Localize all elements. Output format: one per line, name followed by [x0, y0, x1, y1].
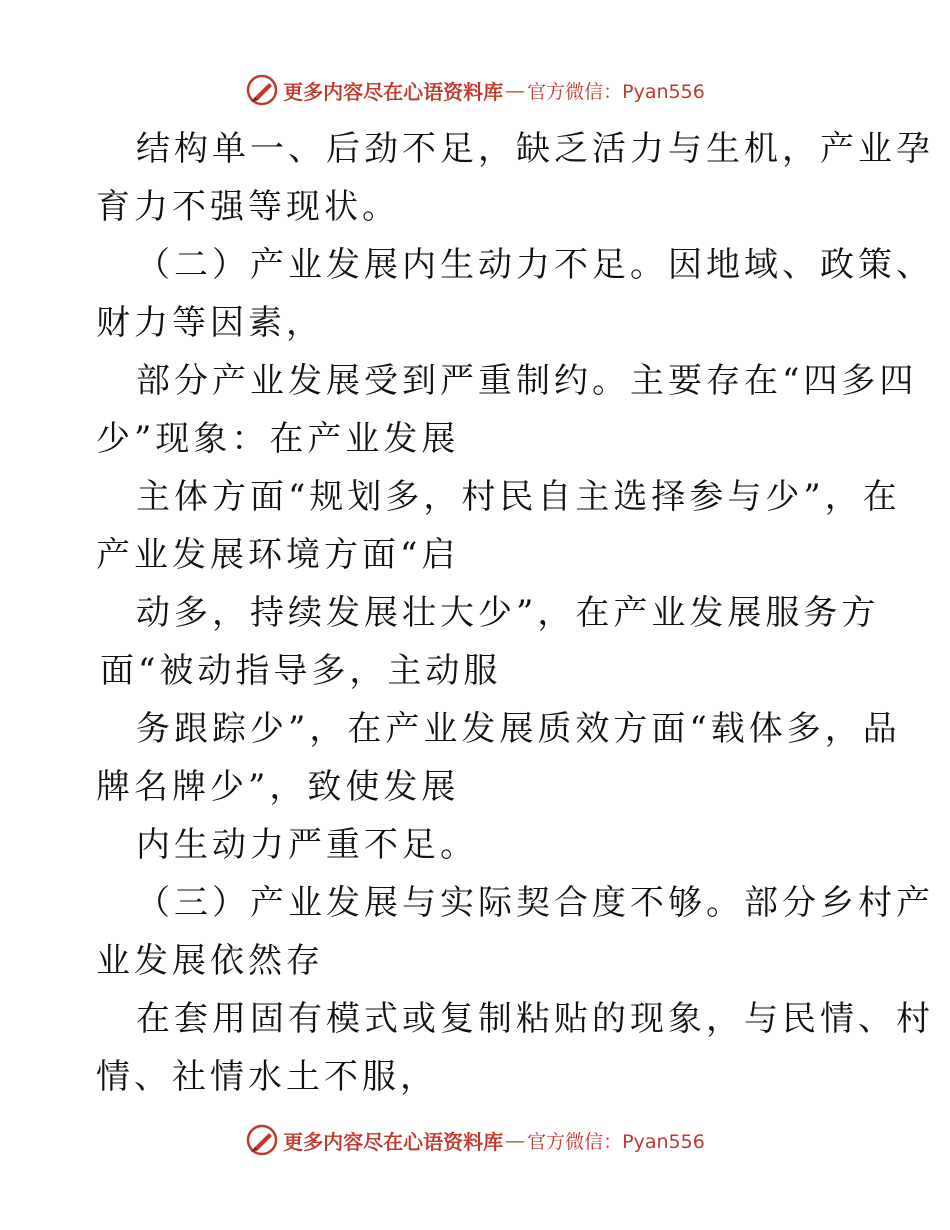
- text-line: 情、社情水土不服，: [96, 1057, 438, 1097]
- document-body: [96, 120, 934, 1106]
- footer-separator: —: [505, 1128, 526, 1152]
- text-line: 少”现象：在产业发展: [96, 419, 460, 459]
- header-site-text: 更多内容尽在心语资料库: [283, 79, 504, 104]
- footer-site-text: 更多内容尽在心语资料库: [283, 1129, 504, 1154]
- text-line: 产业发展环境方面“启: [96, 535, 460, 575]
- text-line: 部分产业发展受到严重制约。主要存在“四多四: [136, 361, 918, 401]
- header-separator: —: [505, 78, 526, 102]
- text-line: 内生动力严重不足。: [136, 825, 478, 865]
- footer-watermark: [0, 1120, 950, 1160]
- text-line: 务跟踪少”，在产业发展质效方面“载体多，品: [136, 709, 901, 749]
- pen-logo-icon: [245, 1123, 279, 1157]
- text-line: 主体方面“规划多，村民自主选择参与少”，在: [136, 477, 901, 517]
- text-line: 牌名牌少”，致使发展: [96, 767, 460, 807]
- text-line: 动多，持续发展壮大少”，在产业发展服务方: [136, 593, 880, 633]
- header-watermark: [0, 70, 950, 110]
- text-line: 业发展依然存: [96, 941, 324, 981]
- text-line: 在套用固有模式或复制粘贴的现象，与民情、村: [136, 999, 934, 1039]
- text-line: 育力不强等现状。: [96, 187, 400, 227]
- pen-logo-icon: [245, 73, 279, 107]
- text-line: （二）产业发展内生动力不足。因地域、政策、: [136, 245, 934, 285]
- header-wechat-text: 官方微信：Pyan556: [527, 80, 705, 103]
- text-line: 结构单一、后劲不足，缺乏活力与生机，产业孕: [136, 129, 934, 169]
- text-line: 面“被动指导多，主动服: [100, 651, 502, 691]
- text-line: 财力等因素，: [96, 303, 324, 343]
- text-line: （三）产业发展与实际契合度不够。部分乡村产: [136, 883, 934, 923]
- footer-wechat-text: 官方微信：Pyan556: [527, 1130, 705, 1153]
